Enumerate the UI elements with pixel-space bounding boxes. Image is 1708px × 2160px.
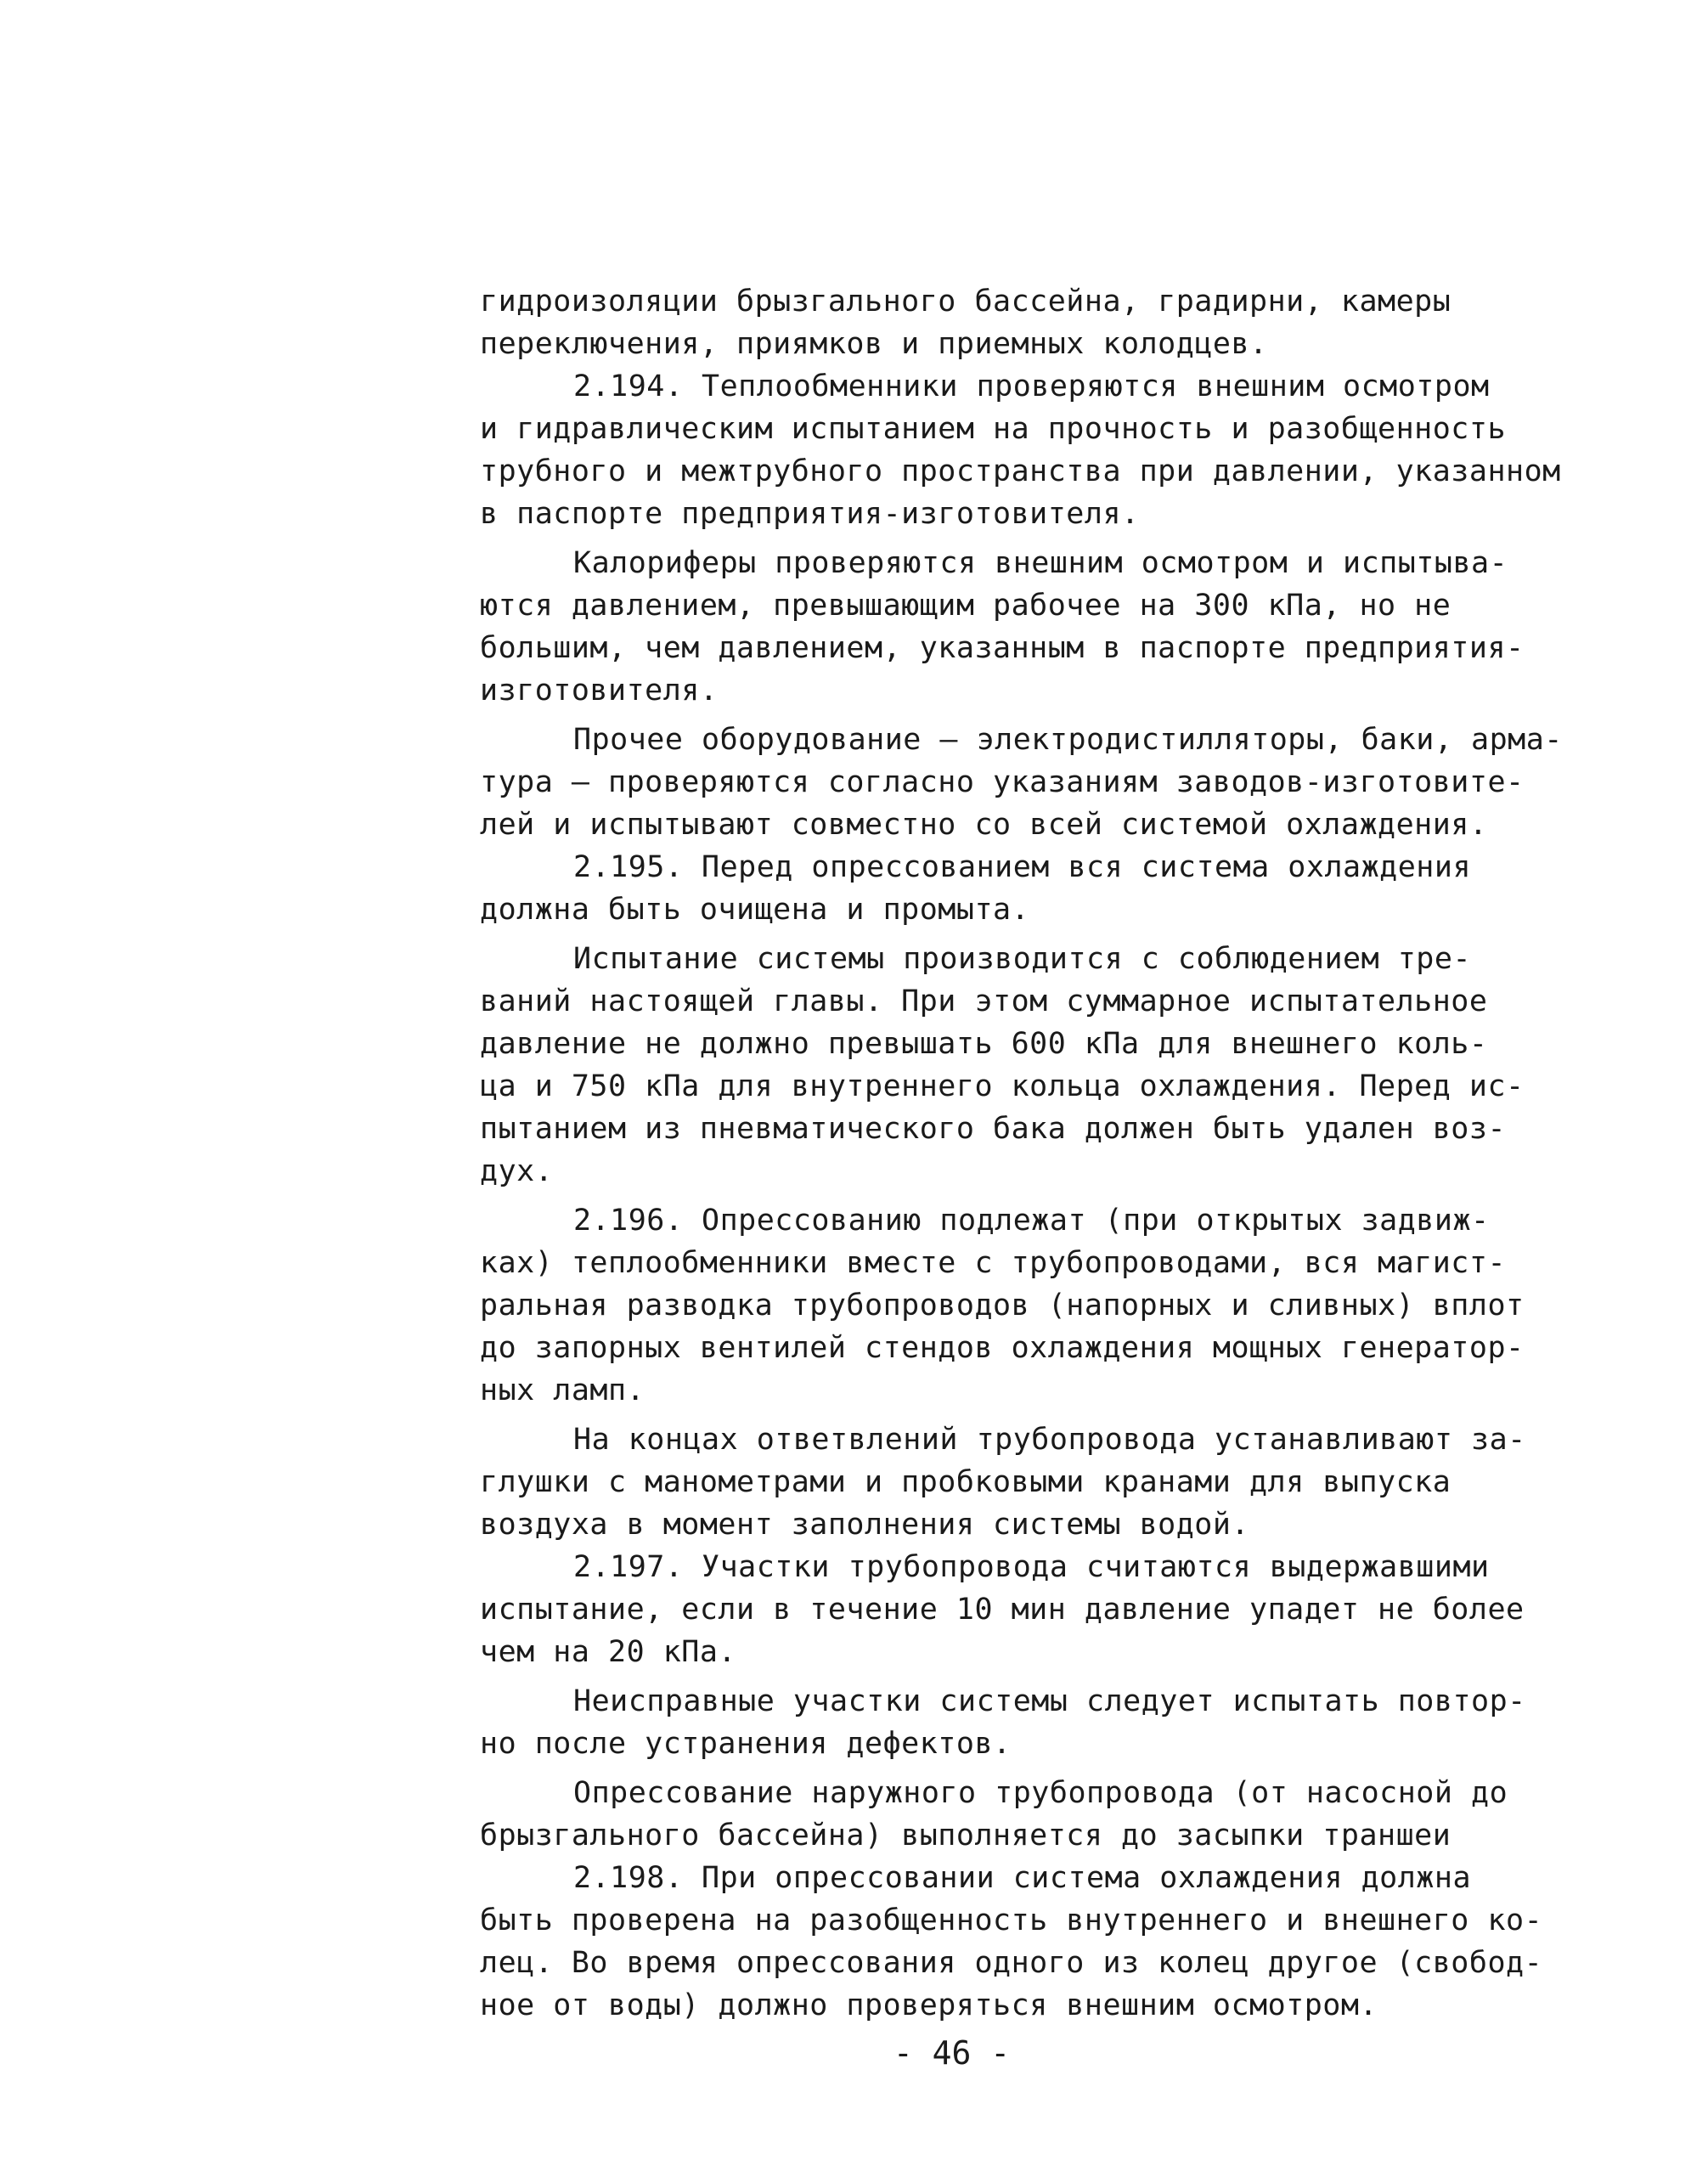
text-line: лей и испытывают совместно со всей системой охлаждения. bbox=[480, 808, 1488, 842]
text-line: ются давлением, превышающим рабочее на 300 кПа, но не bbox=[480, 589, 1452, 623]
text-line: ральная разводка трубопроводов (напорных и сливных) вплот bbox=[480, 1289, 1525, 1323]
text-line: лец. Во время опрессования одного из колец другое (свобод- bbox=[480, 1946, 1543, 1980]
text-line: ца и 750 кПа для внутреннего кольца охлаждения. Перед ис- bbox=[480, 1069, 1525, 1103]
text-line: тура – проверяются согласно указаниям заводов-изготовите- bbox=[480, 765, 1525, 799]
text-line: должна быть очищена и промыта. bbox=[480, 893, 1030, 927]
section-2-196-start: 2.196. Опрессованию подлежат (при открытых задвиж- bbox=[573, 1204, 1490, 1238]
text-line: ках) теплообменники вместе с трубопроводами, вся магист- bbox=[480, 1246, 1507, 1280]
text-line: переключения, приямков и приемных колодцев. bbox=[480, 327, 1268, 361]
paragraph-start: Неисправные участки системы следует испытать повтор- bbox=[573, 1684, 1526, 1718]
text-line: большим, чем давлением, указанным в паспорте предприятия- bbox=[480, 631, 1525, 665]
page-number: - 46 - bbox=[893, 2034, 1011, 2072]
text-line: и гидравлическим испытанием на прочность и разобщенность bbox=[480, 412, 1507, 446]
text-line: быть проверена на разобщенность внутреннего и внешнего ко- bbox=[480, 1903, 1543, 1937]
section-2-195-start: 2.195. Перед опрессованием вся система охлаждения bbox=[573, 850, 1472, 884]
text-line: чем на 20 кПа. bbox=[480, 1635, 737, 1669]
section-2-198-start: 2.198. При опрессовании система охлаждения должна bbox=[573, 1861, 1472, 1895]
text-line: ное от воды) должно проверяться внешним осмотром. bbox=[480, 1988, 1378, 2022]
paragraph-start: Прочее оборудование – электродистилляторы, баки, арма- bbox=[573, 723, 1563, 757]
text-line: давление не должно превышать 600 кПа для внешнего коль- bbox=[480, 1027, 1488, 1061]
text-line: трубного и межтрубного пространства при давлении, указанном bbox=[480, 454, 1561, 488]
text-line: в паспорте предприятия-изготовителя. bbox=[480, 497, 1140, 531]
text-line: ваний настоящей главы. При этом суммарное испытательное bbox=[480, 984, 1488, 1018]
text-line: гидроизоляции брызгального бассейна, градирни, камеры bbox=[480, 285, 1452, 319]
text-line: испытание, если в течение 10 мин давление упадет не более bbox=[480, 1593, 1525, 1627]
text-line: но после устранения дефектов. bbox=[480, 1727, 1012, 1761]
text-line: изготовителя. bbox=[480, 674, 719, 708]
paragraph-start: Калориферы проверяются внешним осмотром и испытыва- bbox=[573, 546, 1508, 580]
text-line: пытанием из пневматического бака должен быть удален воз- bbox=[480, 1112, 1507, 1146]
section-2-194-start: 2.194. Теплообменники проверяются внешним осмотром bbox=[573, 369, 1490, 403]
text-line: до запорных вентилей стендов охлаждения мощных генератор- bbox=[480, 1331, 1525, 1365]
text-line: дух. bbox=[480, 1154, 554, 1188]
paragraph-start: Опрессование наружного трубопровода (от насосной до bbox=[573, 1776, 1508, 1810]
body-text bbox=[480, 280, 1618, 2027]
text-line: ных ламп. bbox=[480, 1373, 645, 1407]
paragraph-start: На концах ответвлений трубопровода устанавливают за- bbox=[573, 1423, 1526, 1457]
paragraph-start: Испытание системы производится с соблюдением тре- bbox=[573, 942, 1472, 976]
text-line: воздуха в момент заполнения системы водой. bbox=[480, 1508, 1250, 1542]
text-line: глушки с манометрами и пробковыми кранами для выпуска bbox=[480, 1465, 1452, 1499]
text-line: брызгального бассейна) выполняется до засыпки траншеи bbox=[480, 1819, 1452, 1853]
section-2-197-start: 2.197. Участки трубопровода считаются выдержавшими bbox=[573, 1550, 1490, 1584]
